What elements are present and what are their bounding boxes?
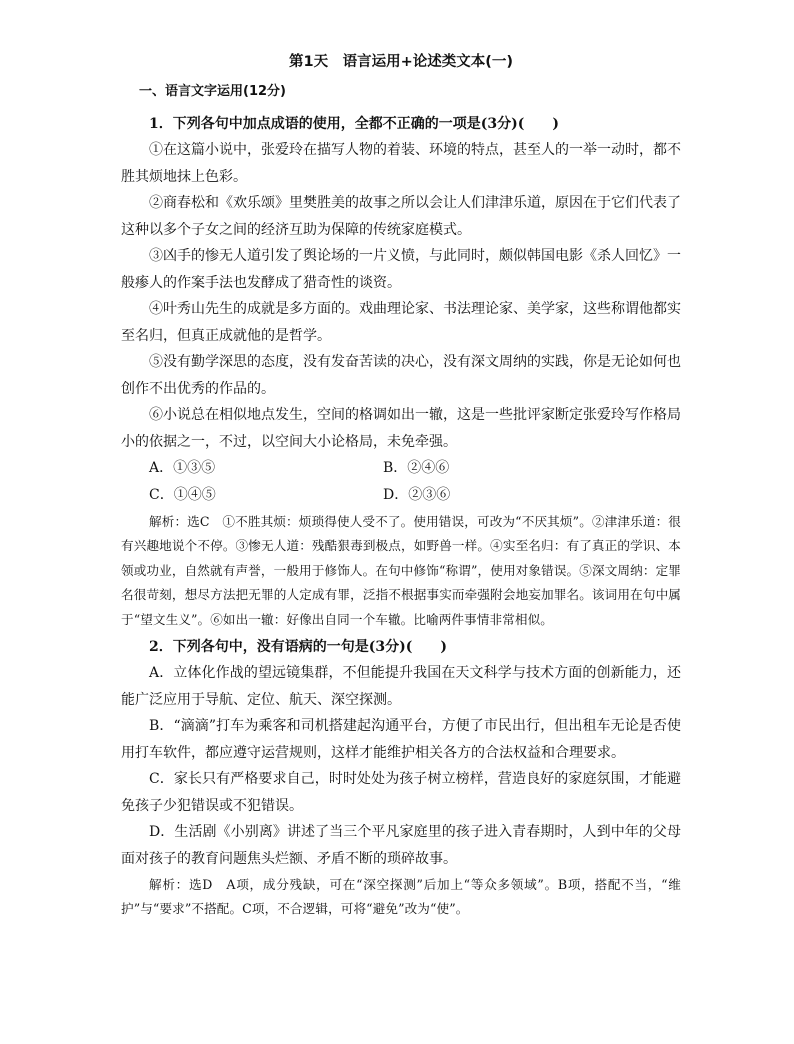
- question-1-item: ⑥小说总在相似地点发生，空间的格调如出一辙，这是一些批评家断定张爱玲写作格局小的依据之一，不过，以空间大小论格局，未免牵强。: [121, 407, 681, 450]
- question-1-solution: 解析：选C ①不胜其烦：烦琐得使人受不了。使用错误，可改为“不厌其烦”。②津津乐道：很有兴趣地说个不停。③惨无人道：残酷狠毒到极点，如野兽一样。④实至名归：有了真正的学识、本领或功业，自然就有声誉，一般用于修饰人。在句中修饰“称谓”，使用对象错误。⑤深文周纳：定罪名很苛刻，想尽方法把无罪的人定成有罪，泛指不根据事实而牵强附会地妄加罪名。该词用在句中属于“望文生义”。⑥如出一辙：好像出自同一个车辙。比喻两件事情非常相似。: [121, 514, 681, 627]
- question-1-item: ③凶手的惨无人道引发了舆论场的一片义愤，与此同时，颇似韩国电影《杀人回忆》一般瘆人的作案手法也发酵成了猎奇性的谈资。: [121, 248, 681, 291]
- question-2-option: C．家长只有严格要求自己，时时处处为孩子树立榜样，营造良好的家庭氛围，才能避免孩子少犯错误或不犯错误。: [121, 771, 681, 814]
- option-c: C．①④⑤: [149, 487, 216, 503]
- option-a: A．①③⑤: [149, 460, 216, 476]
- question-2-stem: 2．下列各句中，没有语病的一句是(3分)( ): [149, 639, 447, 656]
- section-heading: 一、语言文字运用(12分): [139, 84, 286, 99]
- option-d: D．②③⑥: [383, 487, 451, 503]
- question-1-item: ②商春松和《欢乐颂》里樊胜美的故事之所以会让人们津津乐道，原因在于它们代表了这种以多个子女之间的经济互助为保障的传统家庭模式。: [121, 195, 681, 238]
- option-b: B．②④⑥: [383, 460, 450, 476]
- question-1: [121, 111, 681, 632]
- page-title: 第1天 语言运用+论述类文本(一): [289, 54, 513, 70]
- question-1-item: ④叶秀山先生的成就是多方面的。戏曲理论家、书法理论家、美学家，这些称谓他都实至名归，但真正成就他的是哲学。: [121, 301, 681, 344]
- question-2-option: B．“滴滴”打车为乘客和司机搭建起沟通平台，方便了市民出行，但出租车无论是否使用打车软件，都应遵守运营规则，这样才能维护相关各方的合法权益和合理要求。: [121, 718, 681, 761]
- question-2: [121, 634, 681, 922]
- question-1-item: ①在这篇小说中，张爱玲在描写人物的着装、环境的特点，甚至人的一举一动时，都不胜其烦地抹上色彩。: [121, 142, 681, 185]
- question-1-stem: 1．下列各句中加点成语的使用，全都不正确的一项是(3分)( ): [149, 116, 559, 132]
- question-1-options-row-1: [121, 455, 681, 482]
- question-1-options-row-2: [121, 482, 681, 509]
- document-page: [121, 52, 681, 922]
- question-1-item: ⑤没有勤学深思的态度，没有发奋苦读的决心，没有深文周纳的实践，你是无论如何也创作不出优秀的作品的。: [121, 354, 681, 397]
- question-2-option: D．生活剧《小别离》讲述了当三个平凡家庭里的孩子进入青春期时，人到中年的父母面对孩子的教育问题焦头烂额、矛盾不断的琐碎故事。: [121, 824, 681, 867]
- question-2-option: A．立体化作战的望远镜集群，不但能提升我国在天文科学与技术方面的创新能力，还能广泛应用于导航、定位、航天、深空探测。: [121, 665, 681, 708]
- question-2-solution: 解析：选D A项，成分残缺，可在“深空探测”后加上“等众多领域”。B项，搭配不当，“维护”与“要求”不搭配。C项，不合逻辑，可将“避免”改为“使”。: [121, 877, 681, 917]
